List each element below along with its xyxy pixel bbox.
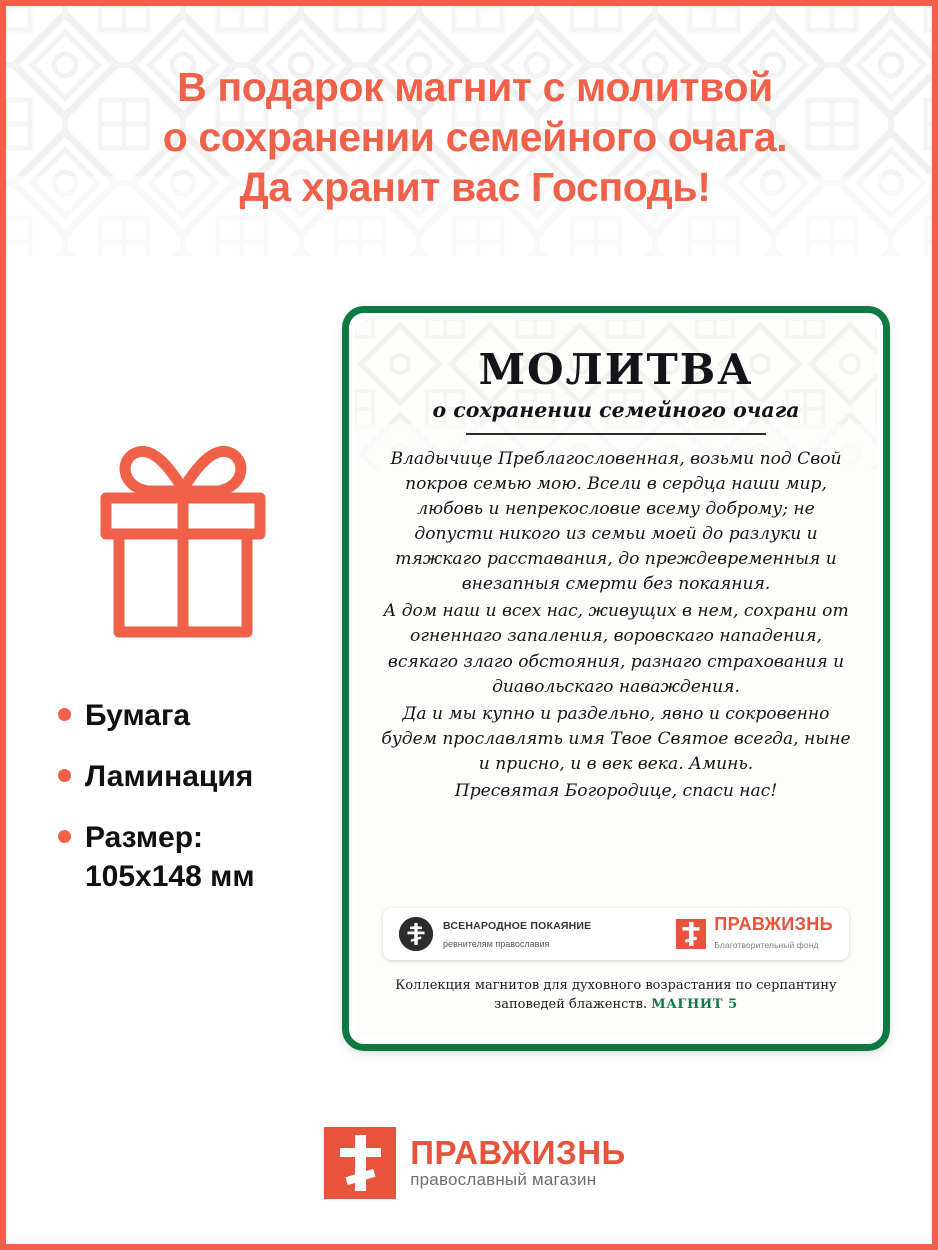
prayer-paragraph: Владычице Преблагословенная, возьми под Свой покров семью мою. Всели в сердца наши мир, любовь и непрекословие всему доброму; не допусти никого из семьи моей до разлуки и тяжкаго расставания, до преждевременныя и внезапныя смерти без покаяния. xyxy=(390,448,842,595)
headline-line-3: Да хранит вас Господь! xyxy=(239,164,711,211)
orthodox-cross-icon xyxy=(399,917,433,951)
list-item xyxy=(58,818,348,896)
bullet-icon xyxy=(58,708,71,721)
brand-text-block xyxy=(410,1133,626,1191)
credit-organization xyxy=(399,916,676,952)
feature-list xyxy=(58,696,348,918)
bullet-icon xyxy=(58,769,71,782)
prayer-paragraph: А дом наш и всех нас, живущих в нем, сохрани от огненнаго запаления, воровскаго нападения, всякаго злаго обстояния, разнаго страхования и диавольскаго наваждения. xyxy=(383,601,849,697)
feature-label-lamination: Ламинация xyxy=(85,760,254,793)
pravzhizn-cross-logo-small xyxy=(676,919,706,949)
collection-note xyxy=(379,977,853,1014)
brand-footer xyxy=(6,1127,938,1199)
credit-org-tagline: ревнителям православия xyxy=(443,939,550,949)
credit-fund xyxy=(676,915,833,953)
credit-org-name: ВСЕНАРОДНОЕ ПОКАЯНИЕ xyxy=(443,920,592,932)
brand-name: ПРАВЖИЗНЬ xyxy=(410,1133,626,1171)
magnet-number-badge: МАГНИТ 5 xyxy=(651,996,738,1012)
bullet-icon xyxy=(58,830,71,843)
magnet-card-inner xyxy=(355,319,877,1038)
magnet-card xyxy=(342,306,890,1051)
brand-tagline: православный магазин xyxy=(410,1170,597,1190)
credit-fund-text xyxy=(714,915,833,953)
prayer-paragraph: Пресвятая Богородице, спаси нас! xyxy=(454,781,778,802)
feature-label-size xyxy=(85,818,255,896)
headline-line-2: о сохранении семейного очага. xyxy=(162,114,788,161)
collection-note-line-1: Коллекция магнитов для духовного возрастания по серпантину xyxy=(395,978,837,994)
credit-fund-name: ПРАВЖИЗНЬ xyxy=(714,914,833,934)
pravzhizn-cross-logo xyxy=(324,1127,396,1199)
gift-box-icon xyxy=(88,438,278,648)
prayer-subtitle: о сохранении семейного очага xyxy=(432,398,800,422)
credit-org-text xyxy=(443,916,591,952)
list-item xyxy=(58,696,348,735)
headline-line-1: В подарок магнит с молитвой xyxy=(177,64,773,110)
prayer-title: МОЛИТВА xyxy=(478,345,754,394)
prayer-paragraph: Да и мы купно и раздельно, явно и сокровенно будем прославлять имя Твое Святое всегда, ныне и присно, и в век века. Аминь. xyxy=(381,703,851,774)
collection-note-line-2: заповедей блаженств. xyxy=(494,996,648,1012)
page-title xyxy=(6,62,938,212)
title-divider xyxy=(466,433,766,435)
credit-fund-tagline: Благотворительный фонд xyxy=(714,940,819,950)
credits-strip xyxy=(383,908,849,960)
feature-size-value: 105х148 мм xyxy=(85,860,255,893)
feature-size-title: Размер: xyxy=(85,821,204,854)
feature-label-paper: Бумага xyxy=(85,699,191,732)
prayer-body xyxy=(381,447,851,805)
list-item xyxy=(58,757,348,796)
